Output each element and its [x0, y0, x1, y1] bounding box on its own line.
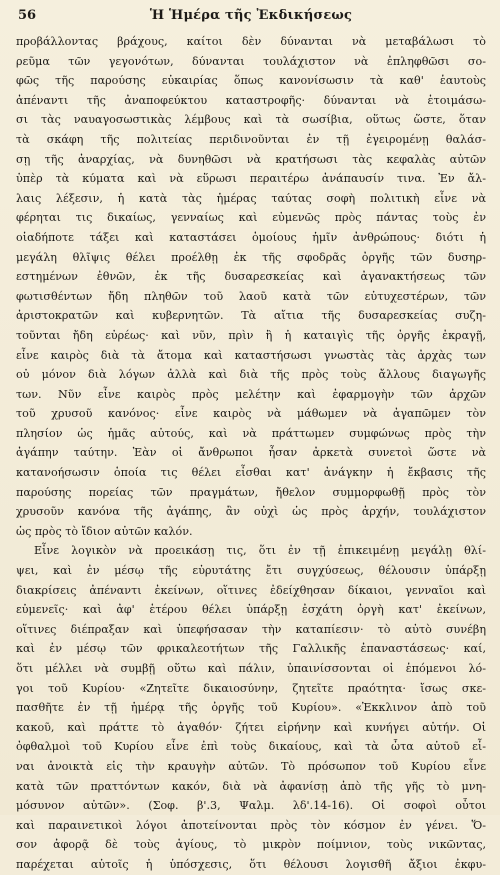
text-line: γοι τοῦ Κυρίου· «Ζητεῖτε δικαιοσύνην, ζητεῖτε πραότητα· ἴσως σκε-: [16, 681, 486, 695]
text-line: ὑπὲρ τὰ κύματα καὶ νὰ εὕρωσι περαιτέρω ἀνάπαυσίν τινα. Ἐν ἄλ-: [16, 172, 486, 186]
text-line: οὐ μόνον διὰ λόγων ἀλλὰ καὶ διὰ τῆς πρὸς τοὺς ἄλλους διαγωγῆς: [16, 368, 486, 382]
text-line: ψει, καὶ ἐν μέσῳ τῆς εὐρυτάτης ἔτι συγχύσεως, θέλουσιν ὑπάρξῃ: [16, 564, 486, 578]
text-line: μόσυνον αὐτῶν». (Σοφ. β'.3, Ψαλμ. λδ'.14-16). Οἱ σοφοὶ οὗτοι: [16, 799, 486, 813]
text-line: ἀριστοκρατῶν καὶ κυβερνητῶν. Τὰ αἴτια τῆς δυσαρεσκείας συζη-: [16, 309, 486, 323]
text-line: προβάλλοντας βράχους, καίτοι δὲν δύνανται νὰ μεταβάλωσι τὸ: [16, 35, 486, 48]
text-line: Εἶνε λογικὸν νὰ προεικάσῃ τις, ὅτι ἐν τῇ ἐπικειμένῃ μεγάλῃ θλί-: [34, 544, 486, 558]
text-line: ὀφθαλμοὶ τοῦ Κυρίου εἶνε ἐπὶ τοὺς δικαίους, καὶ τὰ ὦτα αὐτοῦ εἶ-: [16, 740, 486, 754]
text-line: πασθῆτε ἐν τῇ ἡμέρᾳ τῆς ὀργῆς τοῦ Κυρίου». «Ἐκκλινον ἀπὸ τοῦ: [16, 701, 486, 715]
running-title: Ἡ Ἡμέρα τῆς Ἐκδικήσεως: [149, 8, 353, 23]
text-line: ναι ἀνοικτὰ εἰς τὴν κραυγὴν αὐτῶν. Τὸ πρόσωπον τοῦ Κυρίου εἶνε: [16, 759, 486, 773]
text-line: μεγάλη θλῖψις θέλει προέλθῃ ἐκ τῆς σφοδρᾶς ὀργῆς τῶν δυσηρ-: [16, 250, 486, 264]
text-line: ὅτι μέλλει νὰ συμβῇ οὕτω καὶ πάλιν, ὑπαινίσσονται οἱ ἑπόμενοι λό-: [16, 662, 486, 675]
text-line: κατὰ τῶν πραττόντων κακόν, διὰ νὰ ἀφανίσῃ ἀπὸ τῆς γῆς τὸ μνη-: [16, 779, 486, 793]
text-line: παρούσης πορείας τῶν πραγμάτων, ἤθελον συμμορφωθῇ πρὸς τὸν: [16, 485, 486, 499]
text-line: κακοῦ, καὶ πράττε τὸ ἀγαθόν· ζήτει εἰρήνην καὶ κυνήγει αὐτήν. Οἱ: [16, 720, 486, 734]
paragraph: [16, 541, 486, 874]
paragraph: [16, 32, 486, 541]
text-line: χρυσοῦν κανόνα τῆς ἀγάπης, ἂν οὐχὶ ὡς πρὸς ἀρχήν, τουλάχιστον: [16, 505, 486, 519]
text-line: φέρηται τις δικαίως, γενναίως καὶ εὐμενῶς πρὸς πάντας τοὺς ἐν: [16, 211, 486, 225]
text-line: τὰ σκάφη τῆς πολιτείας περιδινοῦνται ἐν τῇ ἐγειρομένῃ θαλάσ-: [16, 132, 486, 146]
text-line: τοῦνται ἤδη εὐρέως· καὶ νῦν, πρὶν ἢ ἡ καταιγὶς τῆς ὀργῆς ἐκραγῇ,: [16, 328, 486, 342]
text-line: ρεῦμα τῶν γεγονότων, δύνανται τουλάχιστον νὰ ἐπληφθῶσι σο-: [16, 54, 486, 68]
text-line: λαις λέξεσιν, ἡ κατὰ τὰς ἡμέρας ταύτας σοφὴ πολιτικὴ εἶνε νὰ: [16, 191, 486, 205]
text-line: οἵτινες διέπραξαν καὶ ὑπεφήσασαν τὴν καταπίεσιν· τὸ αὐτὸ συνέβη: [16, 622, 486, 636]
text-line: σον ἀφορᾷ δὲ τοὺς ἁγίους, τὸ μικρὸν ποίμνιον, τοὺς νικῶντας,: [16, 838, 486, 852]
text-line: παρέχεται αὐτοῖς ἡ ὑπόσχεσις, ὅτι θέλουσι λογισθῆ ἄξιοι ἐκφυ-: [16, 857, 486, 871]
text-line: οἱαδήποτε τάξει καὶ καταστάσει ὁμοίους ἡμῖν ἀνθρώπους· διότι ἡ: [16, 230, 486, 244]
text-line: των. Νῦν εἶνε καιρὸς πρὸς μελέτην καὶ ἐφαρμογὴν τῶν ἀρχῶν: [16, 387, 486, 401]
page-header: [16, 6, 486, 32]
text-line: εστημένων ἐθνῶν, ἐκ τῆς δυσαρεσκείας καὶ ἀγανακτήσεως τῶν: [16, 270, 486, 284]
text-line: εἶνε καιρὸς διὰ τὰ ἄτομα καὶ καταστήσωσι γνωστὰς τὰς ἀρχὰς των: [16, 348, 486, 362]
text-line: τοῦ χρυσοῦ κανόνος· εἶνε καιρὸς νὰ μάθωμεν νὰ ἀγαπῶμεν τὸν: [16, 407, 486, 421]
text-line: φῶς τῆς παρούσης εὐκαιρίας ὅπως κανονίσωσιν τὰ καθ' ἑαυτοὺς: [16, 74, 486, 88]
page-number: 56: [18, 8, 37, 23]
text-line: φωτισθέντων ἤδη πληθῶν τοῦ λαοῦ κατὰ τῶν εὐτυχεστέρων, τῶν: [16, 289, 486, 303]
text-line: κατανοήσωσιν ὁποία τις θέλει εἶσθαι κατ' ἀνάγκην ἡ ἔκβασις τῆς: [16, 466, 486, 480]
text-line: καὶ παραινετικοὶ λόγοι ἀποτείνονται πρὸς τὸν κόσμον ἐν γένει. Ὅ-: [16, 818, 486, 832]
text-line: σῃ τῆς ἀναρχίας, νὰ δυνηθῶσι νὰ κρατήσωσι τὰς κεφαλὰς αὐτῶν: [16, 152, 486, 166]
text-line: καὶ ἐν μέσῳ τῶν φρικαλεοτήτων τῆς Γαλλικῆς ἐπαναστάσεως· καί,: [16, 642, 486, 656]
text-line: ἀπέναντι τῆς ἀναποφεύκτου καταστροφῆς· δύνανται νὰ ἑτοιμάσω-: [16, 93, 486, 107]
text-line: διακρίσεις ἀπέναντι ἐκείνων, οἵτινες ἐδείχθησαν δίκαιοι, γενναῖοι καὶ: [16, 583, 486, 597]
text-line: πλησίον ὡς ἡμᾶς αὐτούς, καὶ νὰ πράττωμεν συμφώνως πρὸς τὴν: [16, 426, 486, 440]
body-text: [16, 32, 486, 875]
text-line: εὐμενεῖς· καὶ ἀφ' ἑτέρου θέλει ὑπάρξῃ ἐσχάτη ὀργὴ κατ' ἐκείνων,: [16, 603, 486, 617]
text-line: σι τὰς ναυαγοσωστικὰς λέμβους καὶ τὰ σωσίβια, οὕτως ὥστε, ὅταν: [16, 113, 486, 127]
text-line: ἀγάπην ταύτην. Ἐὰν οἱ ἄνθρωποι ἦσαν ἀρκετὰ συνετοὶ ὥστε νὰ: [16, 446, 486, 460]
text-line: ὡς πρὸς τὸ ἴδιον αὐτῶν καλόν.: [16, 524, 193, 538]
